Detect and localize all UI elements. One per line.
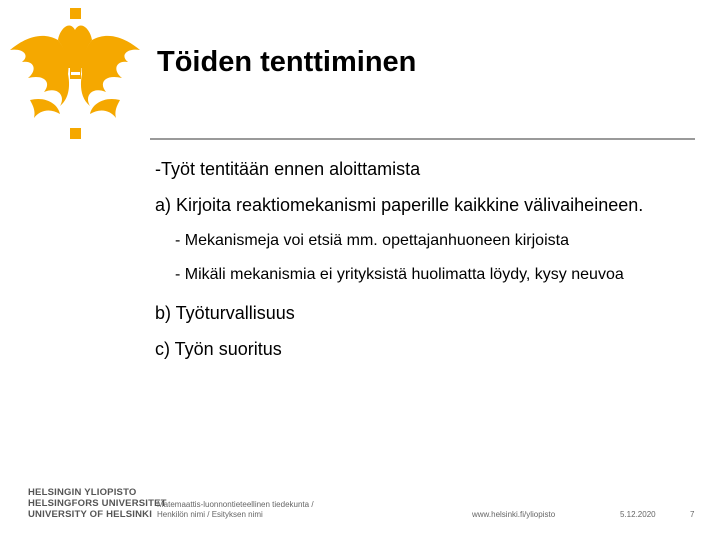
- university-wordmark: [28, 487, 167, 520]
- bullet-item: -Työt tentitään ennen aloittamista: [155, 159, 421, 179]
- footer-dept-line: Matemaattis-luonnontieteellinen tiedekunta /: [157, 500, 314, 509]
- wordmark-line: UNIVERSITY OF HELSINKI: [28, 509, 153, 520]
- footer-website: www.helsinki.fi/yliopisto: [472, 510, 556, 519]
- bullet-item: b) Työturvallisuus: [155, 303, 295, 323]
- footer-dept-line: Henkilön nimi / Esityksen nimi: [157, 510, 263, 519]
- wordmark-line: HELSINGIN YLIOPISTO: [28, 487, 137, 498]
- title-divider: [150, 138, 695, 140]
- sub-bullet-item: - Mikäli mekanismia ei yrityksistä huolimatta löydy, kysy neuvoa: [175, 266, 624, 283]
- sub-bullet-item: - Mekanismeja voi etsiä mm. opettajanhuoneen kirjoista: [175, 232, 569, 249]
- slide-title: Töiden tenttiminen: [157, 46, 417, 78]
- wordmark-line: HELSINGFORS UNIVERSITET: [28, 498, 167, 509]
- university-torch-logo-icon: [0, 0, 150, 150]
- footer-department: [157, 500, 314, 520]
- bullet-item: a) Kirjoita reaktiomekanismi paperille kaikkine välivaiheineen.: [155, 195, 644, 215]
- page-number: 7: [690, 510, 695, 519]
- bullet-item: c) Työn suoritus: [155, 339, 282, 359]
- footer-date: 5.12.2020: [620, 510, 656, 519]
- slide-body: [155, 158, 700, 374]
